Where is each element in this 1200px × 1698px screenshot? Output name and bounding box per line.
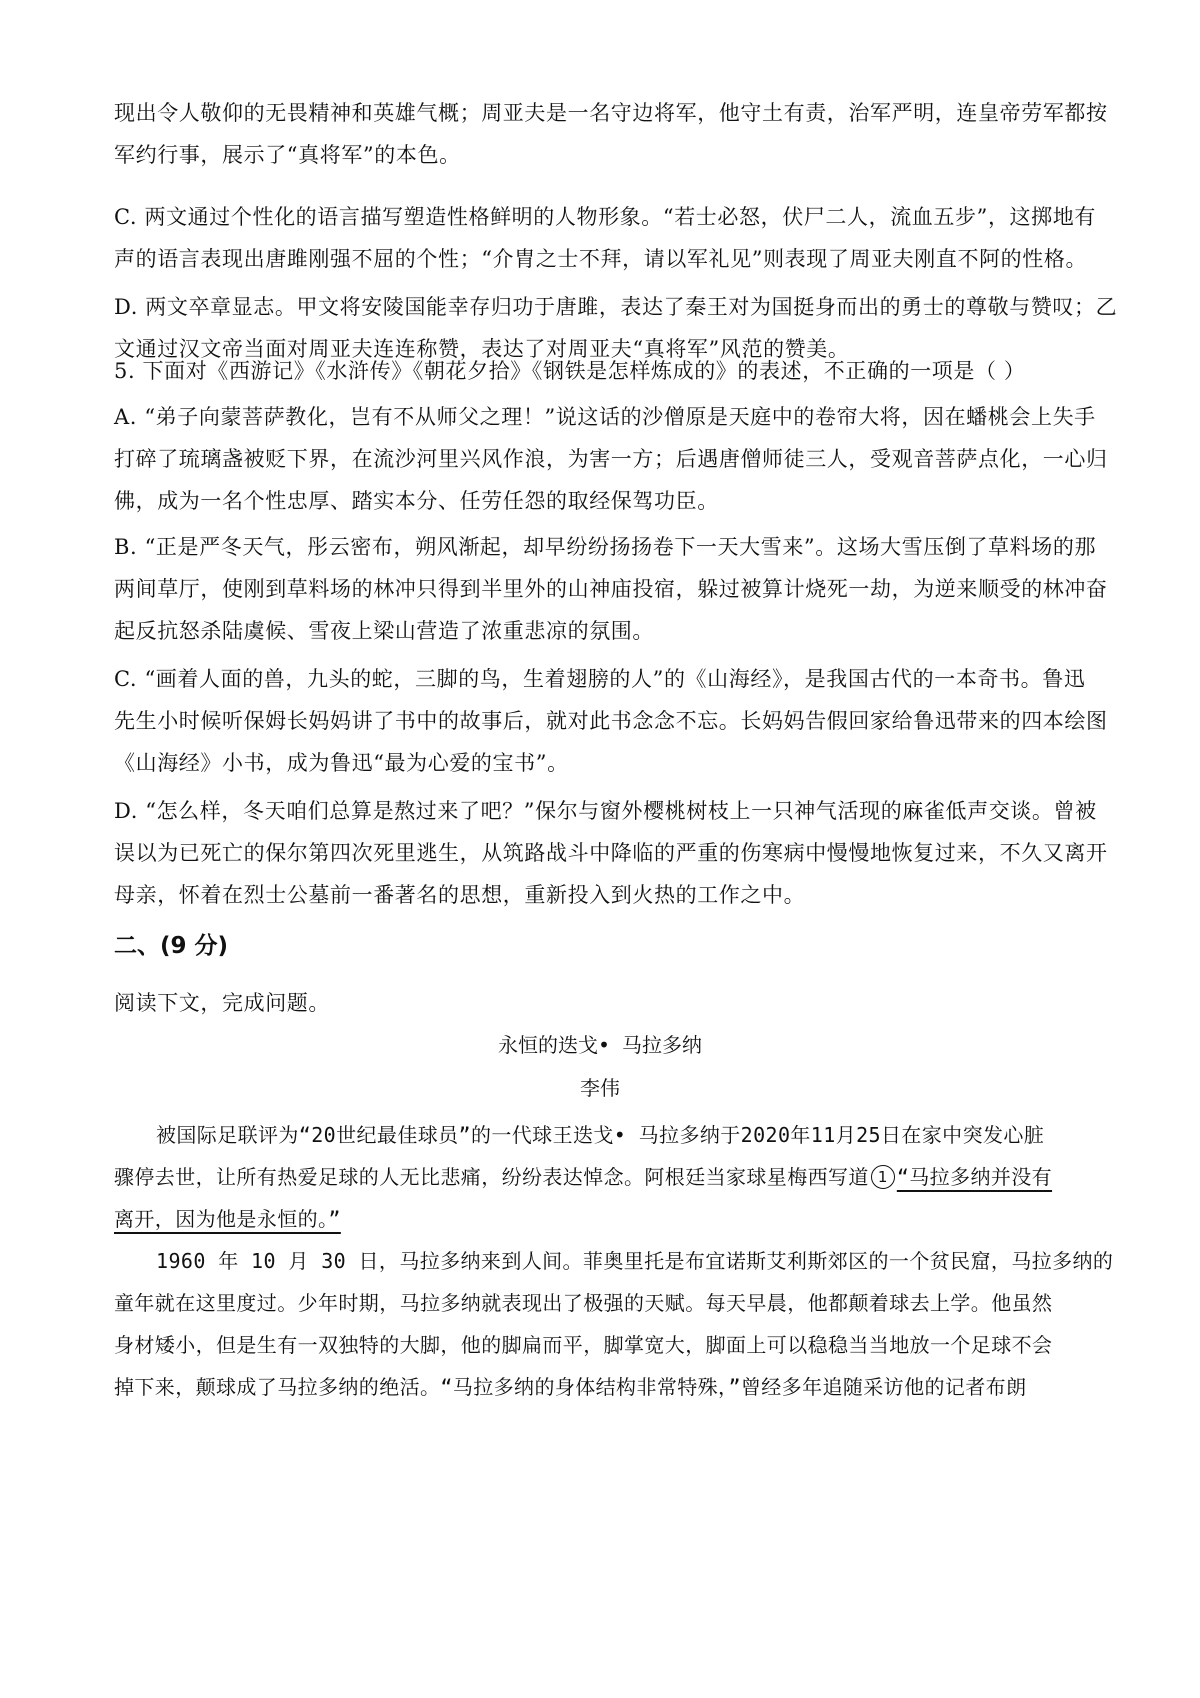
question-5-option-b bbox=[114, 526, 1108, 652]
text-line bbox=[114, 1156, 1094, 1198]
text-line: 被国际足联评为“20世纪最佳球员”的一代球王迭戈• 马拉多纳于2020年11月25日在家中突发心脏 bbox=[156, 1123, 1045, 1147]
text-line: 掉下来，颠球成了马拉多纳的绝活。“马拉多纳的身体结构非常特殊，”曾经多年追随采访他的记者布朗 bbox=[114, 1375, 1027, 1399]
text-line: D. “怎么样，冬天咱们总算是熬过来了吧？”保尔与窗外樱桃树枝上一只神气活现的麻雀低声交谈。曾被 bbox=[114, 799, 1097, 823]
underlined-quote: “马拉多纳并没有 bbox=[896, 1165, 1053, 1189]
text-line: 误以为已死亡的保尔第四次死里逃生，从筑路战斗中降临的严重的伤寒病中慢慢地恢复过来，不久又离开 bbox=[114, 841, 1108, 865]
section-2-instruction bbox=[114, 982, 1090, 1024]
text-line: 声的语言表现出唐雎刚强不屈的个性；“介胄之士不拜，请以军礼见”则表现了周亚夫刚直不阿的性格。 bbox=[114, 247, 1088, 271]
article-author: 李伟 bbox=[580, 1076, 620, 1100]
question-5-option-c bbox=[114, 658, 1108, 784]
text-line: 两间草厅，使刚到草料场的林冲只得到半里外的山神庙投宿，躲过被算计烧死一劫，为逆来顺受的林冲奋 bbox=[114, 577, 1108, 601]
text-line: 童年就在这里度过。少年时期，马拉多纳就表现出了极强的天赋。每天早晨，他都颠着球去上学。他虽然 bbox=[114, 1291, 1053, 1315]
article-title: 永恒的迭戈• 马拉多纳 bbox=[497, 1033, 703, 1057]
text-line: 佛，成为一名个性忠厚、踏实本分、任劳任怨的取经保驾功臣。 bbox=[114, 489, 719, 513]
text-line: 文通过汉文帝当面对周亚夫连连称赞，表达了对周亚夫“真将军”风范的赞美。 bbox=[114, 337, 850, 361]
question-5-option-d bbox=[114, 790, 1108, 916]
text-line: 1960 年 10 月 30 日，马拉多纳来到人间。菲奥里托是布宜诺斯艾利斯郊区的一个贫民窟，马拉多纳的 bbox=[156, 1249, 1114, 1273]
text-line bbox=[114, 1198, 1094, 1240]
text-line: 阅读下文，完成问题。 bbox=[114, 991, 330, 1015]
question-5-option-a bbox=[114, 396, 1108, 522]
text-line: 起反抗怒杀陆虞候、雪夜上梁山营造了浓重悲凉的氛围。 bbox=[114, 619, 654, 643]
text-line: 5. 下面对《西游记》《水浒传》《朝花夕拾》《钢铁是怎样炼成的》的表述，不正确的一项是（ ） bbox=[114, 359, 1026, 383]
text-line: 身材矮小，但是生有一双独特的大脚，他的脚扁而平，脚掌宽大，脚面上可以稳稳当当地放一个足球不会 bbox=[114, 1333, 1053, 1357]
text-line: 《山海经》小书，成为鲁迅“最为心爱的宝书”。 bbox=[114, 751, 569, 775]
question-5-stem bbox=[114, 350, 1090, 392]
text-line: B. “正是严冬天气，彤云密布，朔风渐起，却早纷纷扬扬卷下一天大雪来”。这场大雪压倒了草料场的那 bbox=[114, 535, 1097, 559]
text-line: 先生小时候听保姆长妈妈讲了书中的故事后，就对此书念念不忘。长妈妈告假回家给鲁迅带来的四本绘图 bbox=[114, 709, 1108, 733]
text-line: 军约行事，展示了“真将军”的本色。 bbox=[114, 143, 461, 167]
circled-number-marker: 1 bbox=[871, 1165, 895, 1189]
article-paragraph-2 bbox=[114, 1240, 1114, 1408]
text-line: 打碎了琉璃盏被贬下界，在流沙河里兴风作浪，为害一方；后遇唐僧师徒三人，受观音菩萨点化，一心归 bbox=[114, 447, 1108, 471]
text-line: A. “弟子向蒙菩萨教化，岂有不从师父之理！”说这话的沙僧原是天庭中的卷帘大将，因在蟠桃会上失手 bbox=[114, 405, 1096, 429]
section-2-heading: 二、(9 分) bbox=[114, 933, 229, 959]
option-b-continuation bbox=[114, 92, 1108, 176]
text-segment: 骤停去世，让所有热爱足球的人无比悲痛，纷纷表达悼念。阿根廷当家球星梅西写道 bbox=[114, 1165, 869, 1189]
underlined-quote: 离开，因为他是永恒的。” bbox=[114, 1207, 341, 1231]
text-line: C. “画着人面的兽，九头的蛇，三脚的鸟，生着翅膀的人”的《山海经》，是我国古代的一本奇书。鲁迅 bbox=[114, 667, 1086, 691]
text-line: C. 两文通过个性化的语言描写塑造性格鲜明的人物形象。“若士必怒，伏尸二人，流血五步”，这掷地有 bbox=[114, 205, 1096, 229]
text-line: 现出令人敬仰的无畏精神和英雄气概；周亚夫是一名守边将军，他守土有责，治军严明，连皇帝劳军都按 bbox=[114, 101, 1108, 125]
article-paragraph-1 bbox=[114, 1114, 1094, 1240]
text-line: 母亲，怀着在烈士公墓前一番著名的思想，重新投入到火热的工作之中。 bbox=[114, 883, 806, 907]
text-line: D. 两文卒章显志。甲文将安陵国能幸存归功于唐雎，表达了秦王对为国挺身而出的勇士的尊敬与赞叹；乙 bbox=[114, 295, 1118, 319]
